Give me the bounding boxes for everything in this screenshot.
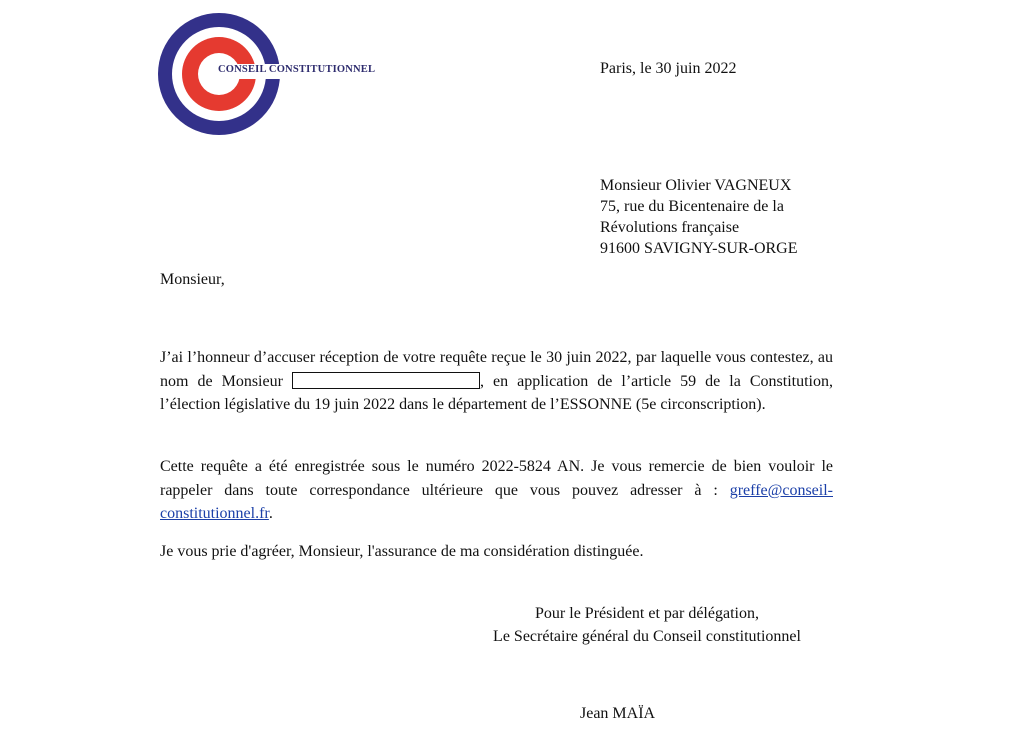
- recipient-name: Monsieur Olivier VAGNEUX: [600, 177, 792, 194]
- paragraph2-trailing: .: [268, 505, 273, 522]
- paragraph-acknowledgement: [160, 346, 833, 417]
- paragraph2-text: Cette requête a été enregistrée sous le numéro 2022-5824 AN. Je vous remercie de bien vouloir le rappeler dans toute correspondance ultérieure que vous pouvez adresser à :: [160, 458, 833, 499]
- salutation: Monsieur,: [160, 271, 225, 288]
- paragraph-closing: Je vous prie d'agréer, Monsieur, l'assurance de ma considération distinguée.: [160, 543, 644, 560]
- signatory-name: Jean MAÏA: [580, 705, 656, 722]
- recipient-postal-city: 91600 SAVIGNY-SUR-ORGE: [600, 240, 798, 257]
- place-date: Paris, le 30 juin 2022: [600, 60, 737, 77]
- recipient-address: [600, 175, 798, 259]
- email-link[interactable]: greffe@conseil-constitutionnel.fr: [160, 481, 833, 522]
- recipient-address-line2: Révolutions française: [600, 219, 740, 236]
- signature-block: [460, 602, 834, 648]
- paragraph1-text-before: J’ai l’honneur d’accuser réception de votre requête reçue le 30 juin 2022, par laquelle vous contestez, au nom de Monsieur: [160, 349, 833, 390]
- signature-line1: Pour le Président et par délégation,: [535, 605, 759, 622]
- signature-line2: Le Secrétaire général du Conseil constitutionnel: [493, 628, 801, 645]
- paragraph1-text-after: , en application de l’article 59 de la Constitution, l’élection législative du 19 juin 2022 dans le département de l’ESSONNE (5e circonscription).: [160, 372, 834, 413]
- paragraph-registration: [160, 455, 833, 526]
- logo-text: CONSEIL CONSTITUTIONNEL: [218, 64, 376, 75]
- recipient-address-line1: 75, rue du Bicentenaire de la: [600, 198, 784, 215]
- redacted-name-box: [292, 372, 480, 389]
